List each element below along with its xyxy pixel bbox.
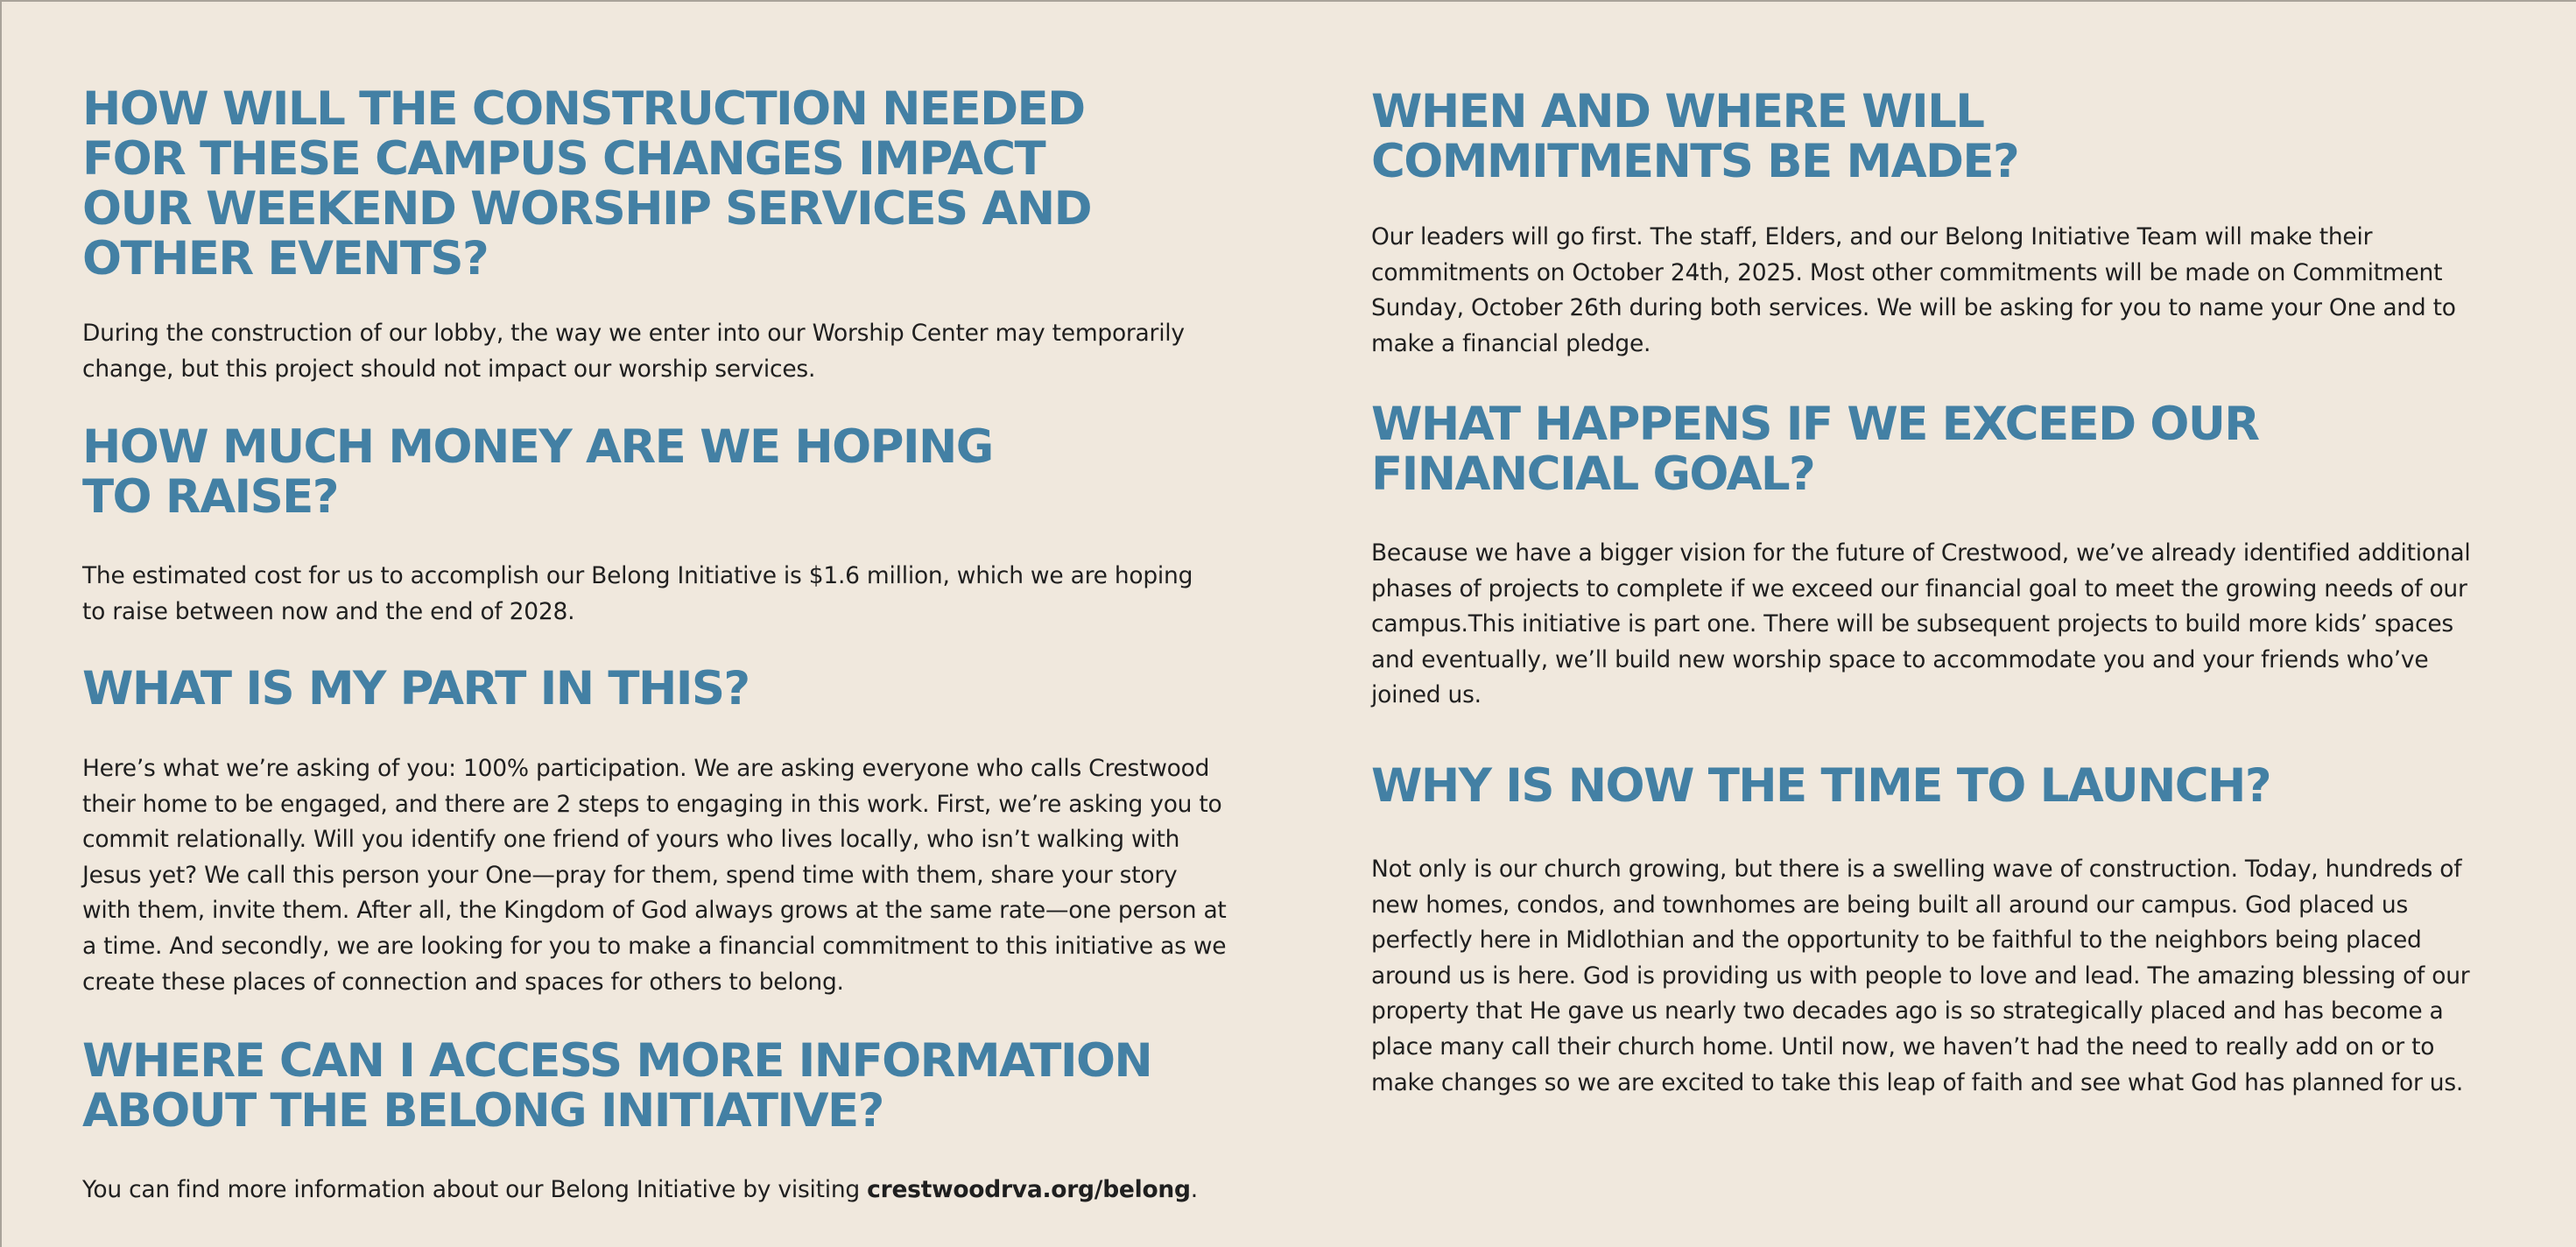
faq-construction-impact [82,84,1229,387]
question-heading: WHAT HAPPENS IF WE EXCEED OUR FINANCIAL GOAL? [1371,398,2259,501]
answer-text: Our leaders will go first. The staff, Elders, and our Belong Initiative Team will make their commitments on October 24th, 2025. Most other commitments will be made on Commitment Sunday, October 26th during both services. We will be asking for you to name your One and to make a financial pledge. [1371,223,2456,357]
answer-text: During the construction of our lobby, the way we enter into our Worship Center may temporarily change, but this project should not impact our worship services. [82,320,1185,383]
faq-more-information [82,1036,1229,1208]
answer-prefix: You can find more information about our Belong Initiative by visiting [82,1176,868,1203]
question-heading: HOW MUCH MONEY ARE WE HOPING TO RAISE? [82,420,993,524]
answer-suffix: . [1190,1176,1198,1203]
belong-website-link[interactable]: crestwoodrva.org/belong [867,1176,1191,1203]
question-heading: WHY IS NOW THE TIME TO LAUNCH? [1371,759,2270,813]
question-heading: HOW WILL THE CONSTRUCTION NEEDED FOR THESE CAMPUS CHANGES IMPACT OUR WEEKEND WORSHIP SERVICES AND OTHER EVENTS? [82,82,1091,285]
faq-why-now [1371,761,2509,1101]
question-heading: WHERE CAN I ACCESS MORE INFORMATION ABOUT THE BELONG INITIATIVE? [82,1034,1152,1138]
faq-commitments-timing [1371,87,2509,362]
faq-my-part [82,664,1229,1000]
answer-text: Not only is our church growing, but there is a swelling wave of construction. Today, hundreds of new homes, condos, and townhomes are being built all around our campus. God placed us perfectly here in Midlothian and the opportunity to be faithful to the neighbors being placed around us is here. God is providing us with people to love and lead. The amazing blessing of our property that He gave us nearly two decades ago is so strategically placed and has become a place many call their church home. Until now, we haven’t had the need to really add on or to make changes so we are excited to take this leap of faith and see what God has planned for us. [1371,856,2470,1096]
answer-text [82,1173,1229,1208]
faq-exceed-goal [1371,399,2509,714]
answer-text: Here’s what we’re asking of you: 100% participation. We are asking everyone who calls Crestwood their home to be engaged, and there are 2 steps to engaging in this work. First, we’re asking you to commit relationally. Will you identify one friend of yours who lives locally, who isn’t walking with Jesus yet? We call this person your One—pray for them, spend time with them, share your story with them, invite them. After all, the Kingdom of God always grows at the same rate—one person at a time. And secondly, we are looking for you to make a financial commitment to this initiative as we create these places of connection and spaces for others to belong. [82,755,1227,996]
question-heading: WHEN AND WHERE WILL COMMITMENTS BE MADE? [1371,85,2019,188]
answer-text: Because we have a bigger vision for the future of Crestwood, we’ve already identified additional phases of projects to complete if we exceed our financial goal to meet the growing needs of our campus.This initiative is part one. There will be subsequent projects to build more kids’ spaces and eventually, we’ll build new worship space to accommodate you and your friends who’ve joined us. [1371,539,2471,709]
answer-text: The estimated cost for us to accomplish our Belong Initiative is $1.6 million, which we are hoping to raise between now and the end of 2028. [82,562,1193,625]
faq-fundraising-goal [82,422,1229,630]
question-heading: WHAT IS MY PART IN THIS? [82,662,750,715]
